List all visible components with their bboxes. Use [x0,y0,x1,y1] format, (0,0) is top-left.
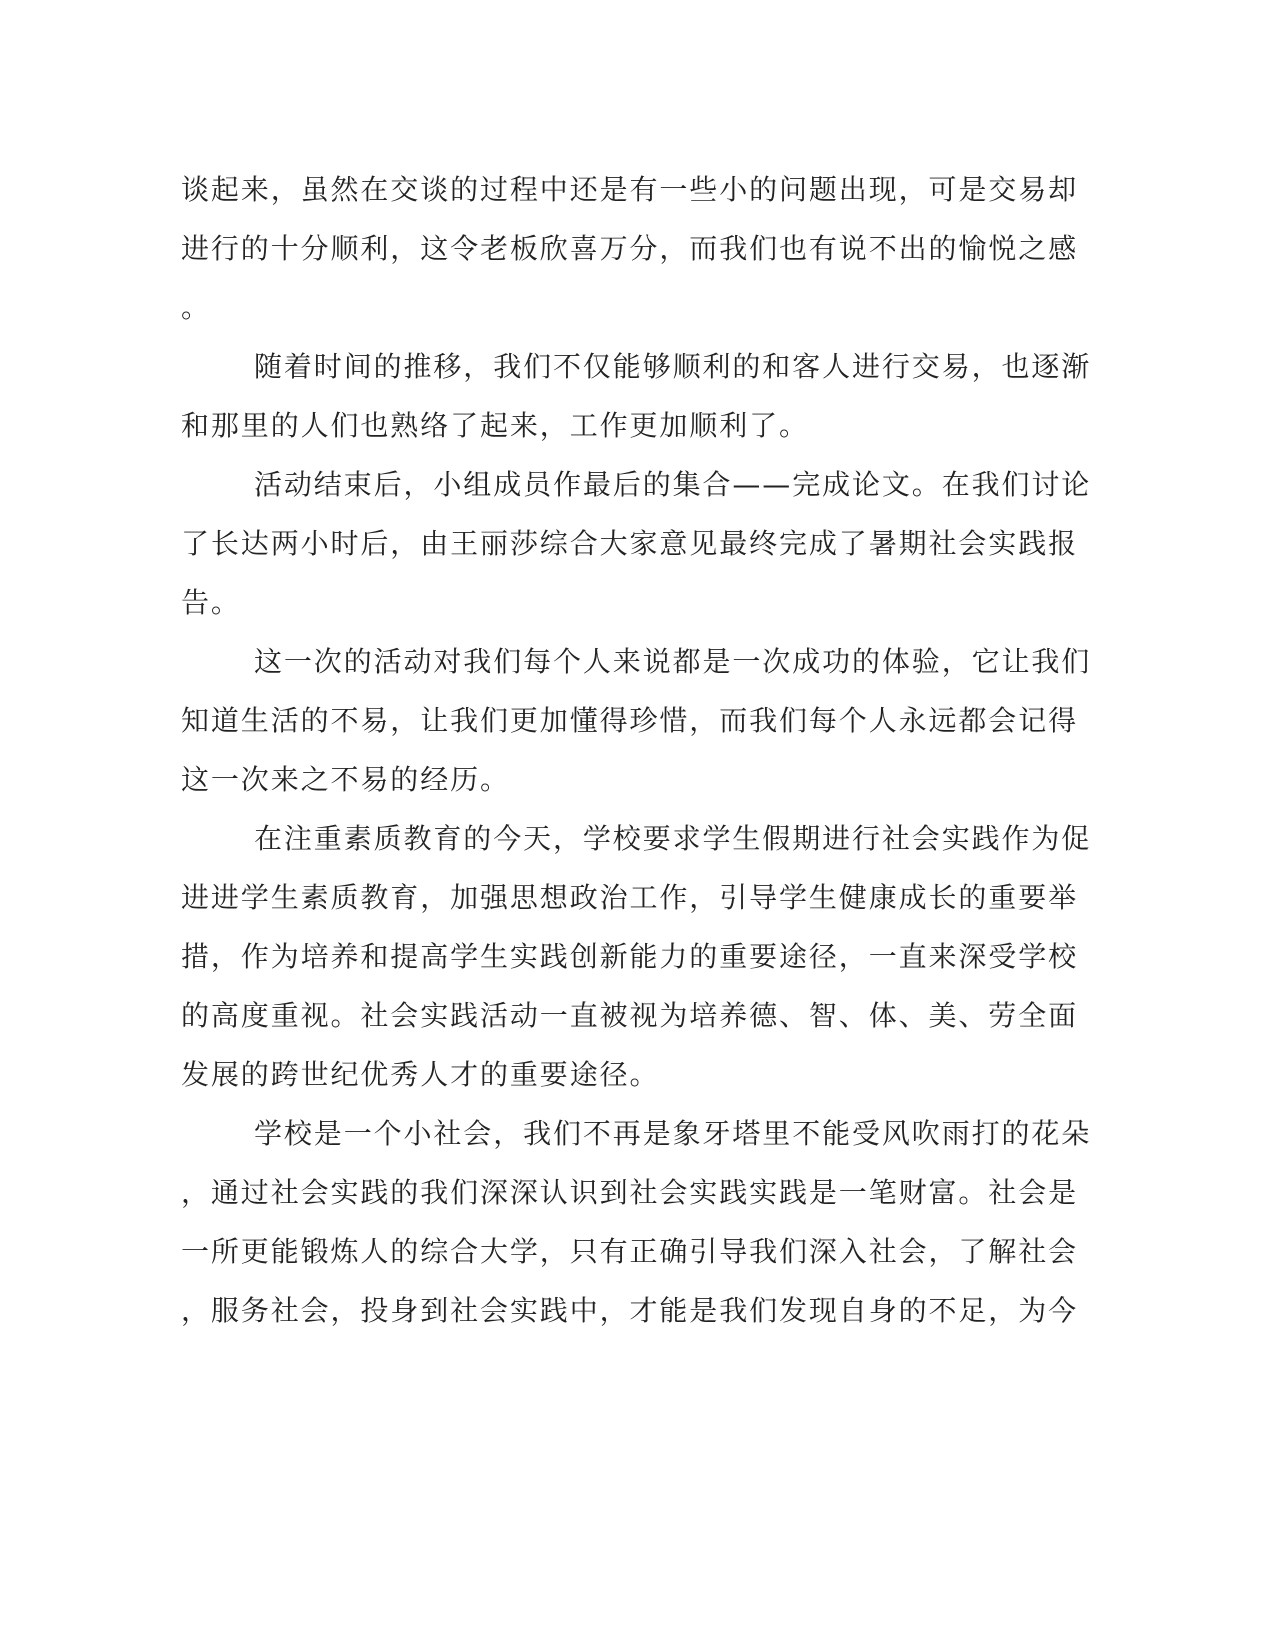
text-line: 进行的十分顺利，这令老板欣喜万分，而我们也有说不出的愉悦之感 [181,232,1079,265]
text-line: 告。 [181,586,241,619]
text-line: ，服务社会，投身到社会实践中，才能是我们发现自身的不足，为今 [181,1294,1079,1327]
text-line: 一所更能锻炼人的综合大学，只有正确引导我们深入社会，了解社会 [181,1235,1079,1268]
text-line: 进进学生素质教育，加强思想政治工作，引导学生健康成长的重要举 [181,881,1079,914]
text-line: ，通过社会实践的我们深深认识到社会实践实践是一笔财富。社会是 [181,1176,1079,1209]
text-line: 发展的跨世纪优秀人才的重要途径。 [181,1058,660,1091]
paragraph-first-line: 在注重素质教育的今天，学校要求学生假期进行社会实践作为促 [254,822,1092,855]
text-line: 这一次来之不易的经历。 [181,763,510,796]
text-line: 了长达两小时后，由王丽莎综合大家意见最终完成了暑期社会实践报 [181,527,1079,560]
text-line: 措，作为培养和提高学生实践创新能力的重要途径，一直来深受学校 [181,940,1079,973]
text-line: 。 [181,291,211,324]
paragraph-first-line: 学校是一个小社会，我们不再是象牙塔里不能受风吹雨打的花朵 [254,1117,1092,1150]
paragraph-first-line: 随着时间的推移，我们不仅能够顺利的和客人进行交易，也逐渐 [254,350,1092,383]
paragraph-first-line: 活动结束后，小组成员作最后的集合——完成论文。在我们讨论 [254,468,1092,501]
text-line: 谈起来，虽然在交谈的过程中还是有一些小的问题出现，可是交易却 [181,173,1079,206]
text-line: 知道生活的不易，让我们更加懂得珍惜，而我们每个人永远都会记得 [181,704,1079,737]
body-text [181,160,1092,1340]
text-line: 和那里的人们也熟络了起来，工作更加顺利了。 [181,409,809,442]
text-line: 的高度重视。社会实践活动一直被视为培养德、智、体、美、劳全面 [181,999,1079,1032]
paragraph-first-line: 这一次的活动对我们每个人来说都是一次成功的体验，它让我们 [254,645,1092,678]
